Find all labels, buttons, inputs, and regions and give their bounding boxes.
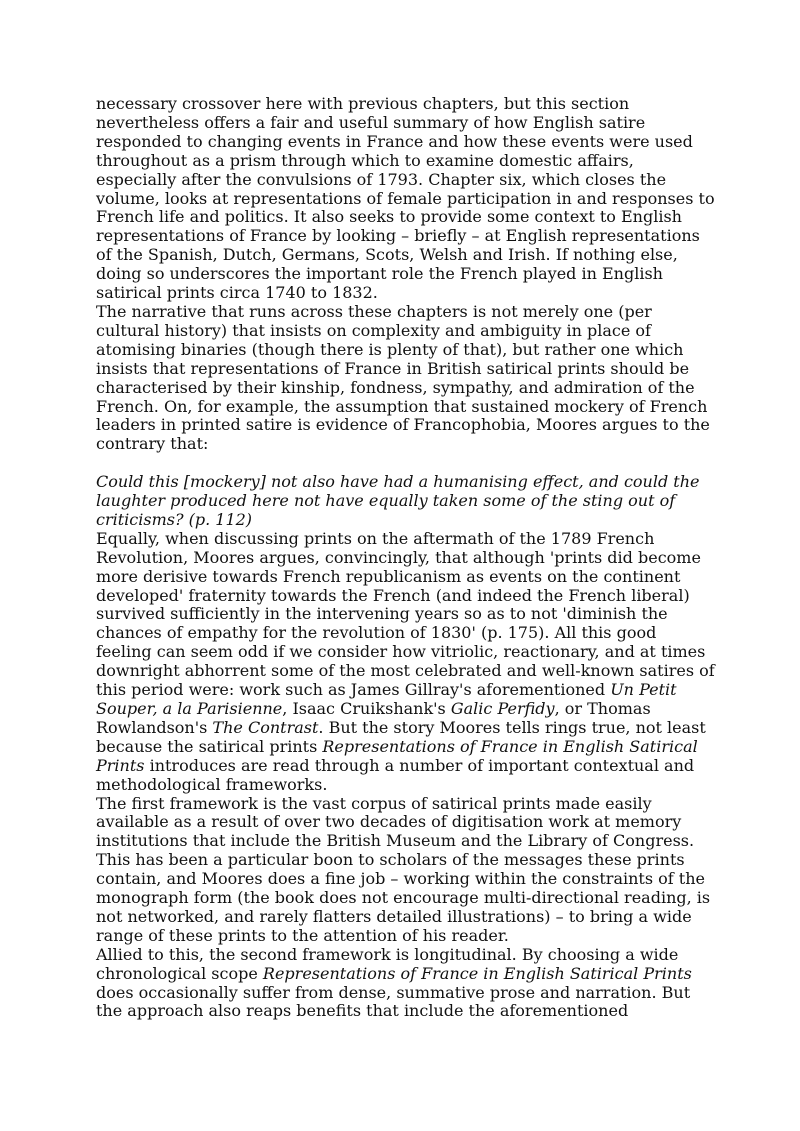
text-run: introduces are read through a number of important contextual and methodological frameworks. [96, 755, 695, 794]
italic-title: Galic Perfidy [450, 698, 555, 718]
text-run: , Isaac Cruikshank's [282, 698, 451, 718]
italic-title: Representations of France in English Satirical Prints [96, 736, 698, 775]
italic-title: Representations of France in English Satirical Prints [262, 963, 692, 983]
blank-line [96, 454, 716, 473]
paragraph-revolution [96, 530, 716, 795]
document-page [96, 95, 716, 1021]
paragraph-first-framework: The first framework is the vast corpus of satirical prints made easily available as a result of over two decades of digitisation work at memory institutions that include the British Museum and the Library of Congress. This has been a particular boon to scholars of the messages these prints contain, and Moores does a fine job – working within the constraints of the monograph form (the book does not encourage multi-directional reading, is not networked, and rarely flatters detailed illustrations) – to bring a wide range of these prints to the attention of his reader. [96, 793, 711, 945]
italic-title: The Contrast [212, 717, 319, 737]
text-run: does occasionally suffer from dense, summative prose and narration. But the approach also reaps benefits that include the aforementioned [96, 982, 691, 1021]
paragraph-second-framework [96, 946, 716, 1022]
paragraph-narrative: The narrative that runs across these chapters is not merely one (per cultural history) that insists on complexity and ambiguity in place of atomising binaries (though there is plenty of that), but rather one which insists that representations of France in British satirical prints should be characterised by their kinship, fondness, sympathy, and admiration of the French. On, for example, the assumption that sustained mockery of French leaders in printed satire is evidence of Francophobia, Moores argues to the contrary that: [96, 301, 710, 454]
text-run: , or Thomas Rowlandson's [96, 698, 651, 737]
text-run: Allied to this, the second framework is longitudinal. By choosing a wide chronological scope [96, 944, 679, 983]
text-run: Equally, when discussing prints on the aftermath of the 1789 French Revolution, Moores argues, convincingly, that although 'prints did become more derisive towards French republicanism as events on the continent developed' fraternity towards the French (and indeed the French liberal) survived sufficiently in the intervening years so as to not 'diminish the chances of empathy for the revolution of 1830' (p. 175). All this good feeling can seem odd if we consider how vitriolic, reactionary, and at times downright abhorrent some of the most celebrated and well-known satires of this period were: work such as James Gillray's aforementioned [96, 528, 715, 700]
paragraph-continuation: necessary crossover here with previous chapters, but this section nevertheless offers a fair and useful summary of how English satire responded to changing events in France and how these events were used throughout as a prism through which to examine domestic affairs, especially after the convulsions of 1793. Chapter six, which closes the volume, looks at representations of female participation in and responses to French life and politics. It also seeks to provide some context to English representations of France by looking – briefly – at English representations of the Spanish, Dutch, Germans, Scots, Welsh and Irish. If nothing else, doing so underscores the important role the French played in English satirical prints circa 1740 to 1832. [96, 94, 715, 303]
italic-title: Un Petit Souper, a la Parisienne [96, 680, 677, 718]
text-run: . But the story Moores tells rings true, not least because the satirical prints [96, 717, 706, 756]
block-quote: Could this [mockery] not also have had a humanising effect, and could the laughter produced here not have equally taken some of the sting out of criticisms? (p. 112) [96, 472, 700, 529]
